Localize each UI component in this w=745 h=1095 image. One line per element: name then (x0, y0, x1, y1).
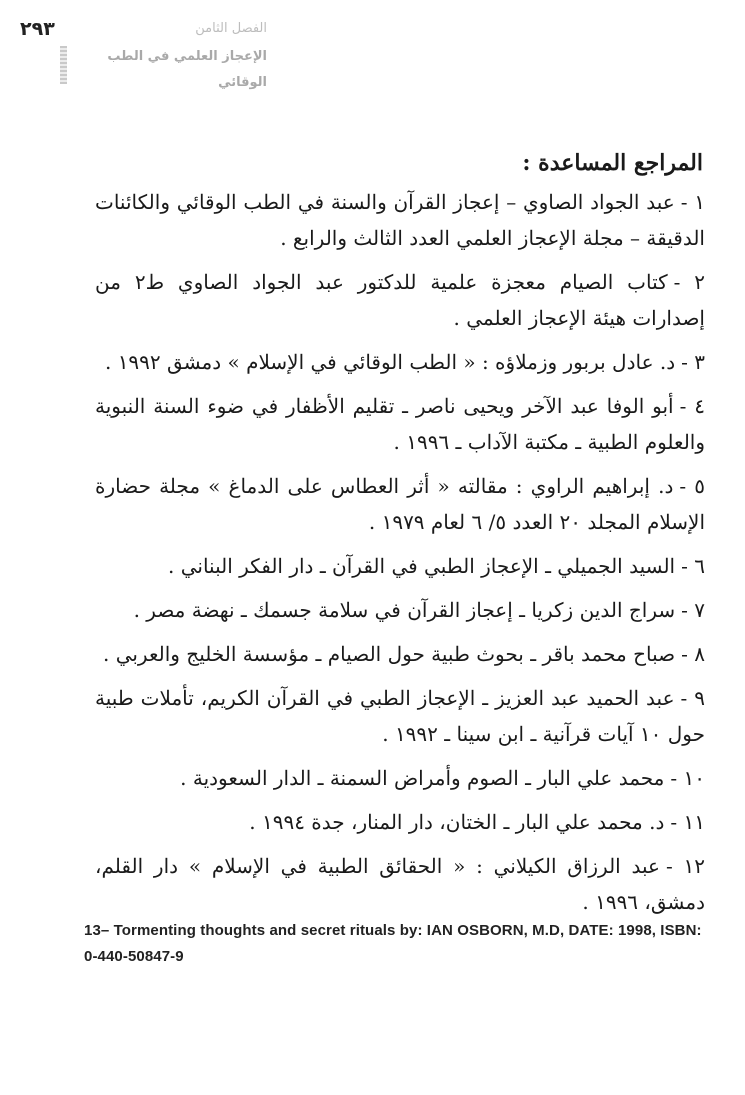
reference-item (95, 264, 705, 336)
reference-item (95, 848, 705, 920)
reference-text: د. عادل بربور وزملاؤه : « الطب الوقائي في الإسلام » دمشق ١٩٩٢ . (104, 350, 676, 374)
reference-item (95, 388, 705, 460)
chapter-title: الإعجاز العلمي في الطب الوقائي (107, 49, 267, 90)
running-header (67, 14, 267, 96)
reference-list (95, 184, 705, 928)
reference-text: صباح محمد باقر ـ بحوث طبية حول الصيام ـ مؤسسة الخليج والعربي . (102, 642, 676, 666)
reference-number: ٩ - (680, 686, 705, 710)
reference-item (95, 804, 705, 840)
reference-text: عبد الحميد عبد العزيز ـ الإعجاز الطبي في القرآن الكريم، تأملات طبية حول ١٠ آيات قرآنية ـ ابن سينا ـ ١٩٩٢ . (95, 686, 705, 746)
reference-number: ٦ - (681, 554, 705, 578)
reference-text: د. إبراهيم الراوي : مقالته « أثر العطاس على الدماغ » مجلة حضارة الإسلام المجلد ٢٠ العدد ٥/ ٦ لعام ١٩٧٩ . (95, 474, 705, 534)
reference-text: د. محمد علي البار ـ الختان، دار المنار، جدة ١٩٩٤ . (249, 810, 665, 834)
reference-item (95, 680, 705, 752)
reference-text: كتاب الصيام معجزة علمية للدكتور عبد الجواد الصاوي ط٢ من إصدارات هيئة الإعجاز العلمي . (95, 270, 705, 330)
reference-text: عبد الجواد الصاوي – إعجاز القرآن والسنة في الطب الوقائي والكائنات الدقيقة – مجلة الإعجاز العلمي العدد الثالث والرابع . (95, 190, 705, 250)
header-decoration-bar (60, 46, 67, 84)
reference-item (95, 636, 705, 672)
reference-text: عبد الرزاق الكيلاني : « الحقائق الطبية في الإسلام » دار القلم، دمشق، ١٩٩٦ . (95, 854, 705, 914)
reference-item (95, 592, 705, 628)
reference-number: ٥ - (679, 474, 705, 498)
reference-text: السيد الجميلي ـ الإعجاز الطبي في القرآن ـ دار الفكر البناني . (168, 554, 676, 578)
reference-number: ٨ - (681, 642, 705, 666)
reference-number: ٤ - (679, 394, 705, 418)
reference-text: سراج الدين زكريا ـ إعجاز القرآن في سلامة جسمك ـ نهضة مصر . (133, 598, 676, 622)
english-reference: 13– Tormenting thoughts and secret rituals by: IAN OSBORN, M.D, DATE: 1998, ISBN: 0-440-50847-9 (84, 922, 702, 965)
reference-number: ٢ - (673, 270, 705, 294)
reference-item (95, 760, 705, 796)
section-title: المراجع المساعدة : (522, 150, 703, 176)
page-number: ٢٩٣ (20, 18, 55, 40)
reference-text: محمد علي البار ـ الصوم وأمراض السمنة ـ الدار السعودية . (180, 766, 665, 790)
reference-number: ١٢ - (665, 854, 705, 878)
reference-number: ٣ - (681, 350, 705, 374)
reference-number: ١٠ - (670, 766, 705, 790)
reference-number: ١ - (680, 190, 705, 214)
reference-number: ١١ - (670, 810, 705, 834)
reference-text: أبو الوفا عبد الآخر ويحيى ناصر ـ تقليم الأظفار في ضوء السنة النبوية والعلوم الطبية ـ مكتبة الآداب ـ ١٩٩٦ . (95, 394, 705, 454)
reference-item (95, 468, 705, 540)
reference-number: ٧ - (681, 598, 705, 622)
reference-item (95, 344, 705, 380)
chapter-label: الفصل الثامن (195, 21, 267, 36)
reference-item (95, 548, 705, 584)
reference-item (95, 184, 705, 256)
